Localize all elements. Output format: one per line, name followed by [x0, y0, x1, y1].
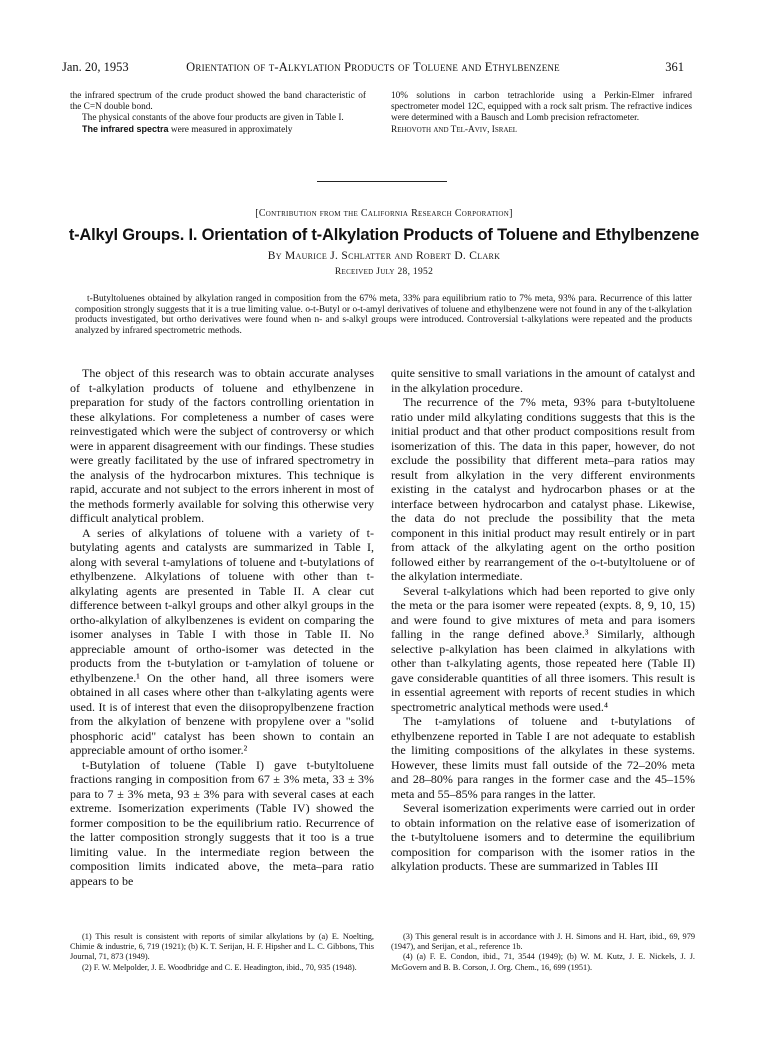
running-head	[62, 60, 684, 76]
footnote: (4) (a) F. E. Condon, ibid., 71, 3544 (1949); (b) W. M. Kutz, J. E. Nickels, J. J. McGovern and B. B. Corson, J. Org. Chem., 16, 699 (1951).	[391, 952, 695, 972]
body-left-column	[70, 366, 374, 888]
footnote: (3) This general result is in accordance with J. H. Simons and H. Hart, ibid., 69, 979 (1947), and Serijan, et al., reference 1b.	[391, 932, 695, 952]
running-title: Orientation of t-Alkylation Products of Toluene and Ethylbenzene	[186, 60, 560, 74]
previous-article-right-column	[391, 91, 692, 136]
author-affiliation: Rehovoth and Tel-Aviv, Israel	[391, 125, 518, 135]
prev-paragraph-text: were measured in approximately	[170, 125, 293, 135]
issue-date: Jan. 20, 1953	[62, 60, 129, 74]
contribution-line: [Contribution from the California Research Corporation]	[255, 208, 513, 219]
previous-article-left-column	[70, 91, 366, 136]
footnote: (2) F. W. Melpolder, J. E. Woodbridge and C. E. Headington, ibid., 70, 935 (1948).	[82, 962, 357, 972]
body-paragraph: The t-amylations of toluene and t-butylations of ethylbenzene reported in Table I are not adequate to establish the limiting compositions of the alkylates in these systems. However, these limits must fall outside of the 72–20% meta and 28–80% para ranges in the former case and the 45–15% meta and 55–85% para ranges in the latter.	[391, 714, 695, 801]
abstract	[75, 294, 692, 336]
body-paragraph: A series of alkylations of toluene with a variety of t-butylating agents and catalysts are summarized in Table I, along with several t-amylations of toluene and t-butylations of ethylbenzene. Alkylations of toluene with other than t-alkylating agents are presented in Table II. A clear cut difference between t-alkyl groups and other alkyl groups in the ortho-alkylation of alkylbenzenes is evident on comparing the isomer analyses in Table I with those in Table II. No appreciable amount of ortho-isomer was detected in the products from the t-butylation or t-amylation of toluene or ethylbenzene.¹ On the other hand, all three isomers were obtained in all cases where other than t-alkylating agents were used. It is of interest that even the diisopropylbenzene fraction from the alkylation of benzene with propylene over a "solid phosphoric acid" catalyst has been shown to contain an appreciable amount of ortho isomer.²	[70, 525, 374, 757]
body-paragraph: The recurrence of the 7% meta, 93% para t-butyltoluene ratio under mild alkylating conditions suggests that this is the initial product and that other product compositions result from isomerization of this. The data in this paper, however, do not exclude the possibility that different meta–para ratios may result from alkylation in the very different environments existing in the catalyst and hydrocarbon phases or at the interface between hydrocarbon and catalyst phase. Likewise, the data do not preclude the possibility that the meta component in this initial product may result entirely or in part from attack of the alkylating agent on the ortho position followed either by rearrangement of the o-t-butyltoluene or of the alkylation intermediate.	[391, 395, 695, 583]
page-number: 361	[665, 60, 684, 74]
body-paragraph: quite sensitive to small variations in the amount of catalyst and in the alkylation procedure.	[391, 366, 695, 395]
article-title: t-Alkyl Groups. I. Orientation of t-Alkylation Products of Toluene and Ethylbenzene	[68, 226, 700, 244]
footnotes-left	[70, 932, 374, 973]
prev-paragraph: The physical constants of the above four products are given in Table I.	[82, 113, 344, 123]
prev-paragraph: 10% solutions in carbon tetrachloride using a Perkin-Elmer infrared spectrometer model 12C, equipped with a rock salt prism. The refractive indices were determined with a Bausch and Lomb precision refractometer.	[391, 91, 692, 123]
body-paragraph: The object of this research was to obtain accurate analyses of t-alkylation products of toluene and ethylbenzene in preparation for study of the factors controlling orientation in these alkylations. For completeness a number of cases were reinvestigated which were the subject of controversy or which were in apparent disagreement with our findings. These studies were greatly facilitated by the use of infrared spectrometry in the analysis of the hydrocarbon mixtures. This technique is rapid, accurate and not subject to the errors inherent in most of the methods formerly available for solving this otherwise very difficult analytical problem.	[70, 366, 374, 525]
body-paragraph: t-Butylation of toluene (Table I) gave t-butyltoluene fractions ranging in composition from 67 ± 3% meta, 33 ± 3% para to 7 ± 3% meta, 93 ± 3% para with several cases at each extreme. Isomerization experiments (Table IV) showed the former composition to be the equilibrium ratio. Recurrence of the latter composition strongly suggests that it too is a true limiting value. In the intermediate region between the composition limits indicated above, the meta–para ratio appears to be	[70, 757, 374, 888]
section-divider	[317, 181, 447, 182]
abstract-text: t-Butyltoluenes obtained by alkylation ranged in composition from the 67% meta, 33% para equilibrium ratio to 7% meta, 93% para. Recurrence of this latter composition strongly suggests that it is a true limiting value. o-t-Butyl or o-t-amyl derivatives of toluene and ethylbenzene were not found in any of the t-alkylation products investigated, but ortho derivatives were found when n- and s-alkyl groups were introduced. Controversial t-alkylations were repeated and the products analyzed by infrared spectrometric methods.	[75, 294, 692, 336]
body-paragraph: Several t-alkylations which had been reported to give only the meta or the para isomer were repeated (expts. 8, 9, 10, 15) and were found to give mixtures of meta and para isomers falling in the range defined above.³ Similarly, although selective p-alkylation has been claimed in alkylations with other than t-alkylating agents, those repeated here (Table II) gave considerable quantities of all three isomers. This result is in essential agreement with reports of recent studies in which spectrometric analytical methods were used.⁴	[391, 583, 695, 714]
footnote: (1) This result is consistent with reports of similar alkylations by (a) E. Noelting, Chimie & industrie, 6, 719 (1921); (b) K. T. Serijan, H. F. Hipsher and L. C. Gibbons, This Journal, 71, 873 (1949).	[70, 932, 374, 962]
bold-run-in-heading: The infrared spectra	[82, 124, 169, 134]
prev-paragraph-with-lead	[70, 124, 366, 136]
body-paragraph: Several isomerization experiments were carried out in order to obtain information on the relative ease of isomerization of the t-butyltoluene isomers and to determine the equilibrium composition for comparison with the isomer ratios in the alkylation products. These are summarized in Tables III	[391, 801, 695, 873]
received-date: Received July 28, 1952	[334, 267, 434, 277]
footnotes-right	[391, 932, 695, 973]
body-right-column	[391, 366, 695, 874]
article-authors: By Maurice J. Schlatter and Robert D. Clark	[267, 250, 501, 262]
prev-paragraph: the infrared spectrum of the crude product showed the band characteristic of the C=N double bond.	[70, 91, 366, 112]
